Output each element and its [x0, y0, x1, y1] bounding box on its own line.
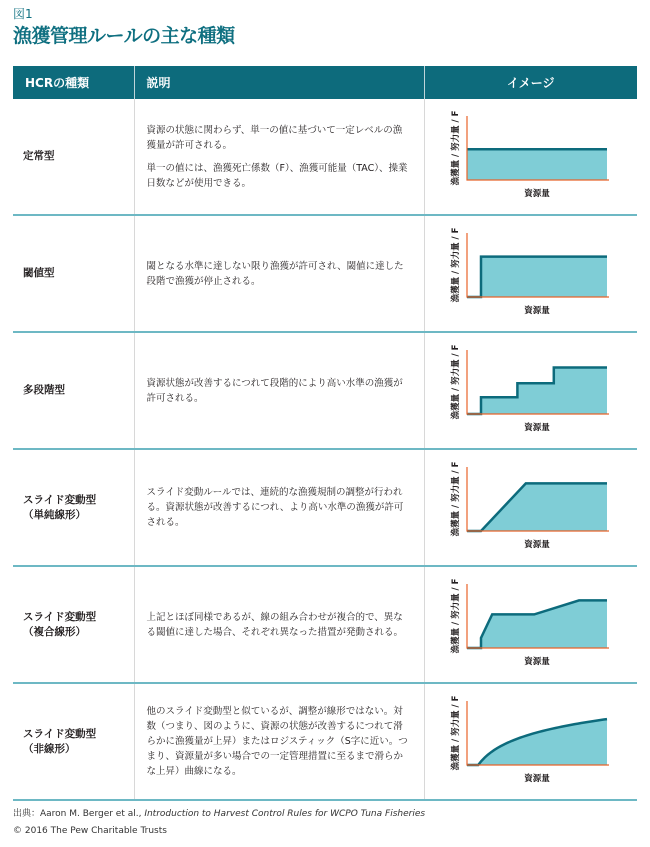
source-prefix: 出典：Aaron M. Berger et al.,	[13, 809, 145, 819]
description-cell	[134, 332, 424, 449]
x-axis-label: 資源量	[523, 306, 550, 316]
y-axis-label: 漁獲量 / 努力量 / F	[450, 344, 461, 420]
figure-label: 図1	[13, 7, 33, 21]
hcr-type-label: 定常型	[23, 150, 55, 162]
source-note	[13, 806, 425, 819]
hcr-mini-chart	[425, 685, 637, 798]
hcr-type-cell	[13, 332, 134, 449]
description-text: 資源状態が改善するにつれて段階的により高い水準の漁獲が許可される。	[146, 377, 403, 404]
x-axis-label: 資源量	[523, 540, 550, 550]
x-axis-label: 資源量	[523, 657, 550, 667]
table-row	[13, 566, 637, 683]
hcr-type-cell	[13, 449, 134, 566]
table-row	[13, 449, 637, 566]
hcr-type-cell	[13, 215, 134, 332]
table-row	[13, 332, 637, 449]
x-axis-label: 資源量	[523, 423, 550, 433]
hcr-type-cell	[13, 566, 134, 683]
hcr-type-label: スライド変動型	[23, 493, 97, 506]
hcr-mini-chart	[425, 568, 637, 681]
hcr-mini-chart	[425, 217, 637, 330]
y-axis-label: 漁獲量 / 努力量 / F	[450, 110, 461, 186]
description-text: 上記とほぼ同様であるが、線の組み合わせが複合的で、異なる閾値に達した場合、それぞれ異なった措置が発動される。	[146, 611, 404, 638]
table-row	[13, 99, 637, 215]
hcr-type-label: （単純線形）	[23, 508, 86, 521]
image-cell	[424, 683, 637, 800]
table-header-row	[13, 66, 637, 99]
hcr-mini-chart	[425, 451, 637, 564]
hcr-mini-chart	[425, 334, 637, 447]
description-text: スライド変動ルールでは、連続的な漁獲規制の調整が行われる。資源状態が改善するにつれ、より高い水準の漁獲が許可される。	[146, 487, 404, 528]
table-row	[13, 683, 637, 800]
image-cell	[424, 449, 637, 566]
description-text: 資源の状態に関わらず、単一の値に基づいて一定レベルの漁獲量が許可される。	[146, 124, 403, 151]
y-axis-label: 漁獲量 / 努力量 / F	[450, 227, 461, 303]
image-cell	[424, 332, 637, 449]
description-cell	[134, 215, 424, 332]
header-hcr-type: HCRの種類	[13, 66, 134, 99]
table-row	[13, 215, 637, 332]
header-description: 説明	[134, 66, 424, 99]
hcr-type-cell	[13, 99, 134, 215]
description-cell	[134, 449, 424, 566]
image-cell	[424, 566, 637, 683]
description-text: 他のスライド変動型と似ているが、調整が線形ではない。対数（つまり、図のように、資源の状態が改善するにつれて滑らかに漁獲量が上昇）またはロジスティック（S字に近い。つまり、資源量が多い場合での一定管理措置に至るまで滑らかな上昇）曲線になる。	[146, 706, 408, 777]
hcr-type-cell	[13, 683, 134, 800]
description-cell	[134, 99, 424, 215]
copyright: © 2016 The Pew Charitable Trusts	[13, 826, 167, 836]
hcr-type-label: （複合線形）	[23, 625, 86, 638]
figure-title: 漁獲管理ルールの主な種類	[13, 25, 235, 47]
curve-fill	[467, 368, 607, 414]
y-axis-label: 漁獲量 / 努力量 / F	[450, 578, 461, 654]
x-axis-label: 資源量	[523, 189, 550, 199]
hcr-type-label: スライド変動型	[23, 610, 97, 623]
x-axis-label: 資源量	[523, 774, 550, 784]
curve-fill	[467, 719, 607, 765]
source-title: Introduction to Harvest Control Rules for WCPO Tuna Fisheries	[144, 809, 426, 819]
hcr-type-label: （非線形）	[23, 742, 76, 755]
curve-fill	[467, 149, 607, 180]
curve-fill	[467, 257, 607, 297]
hcr-type-label: 多段階型	[23, 384, 65, 396]
hcr-type-label: 閾値型	[23, 267, 55, 279]
description-cell	[134, 683, 424, 800]
hcr-type-label: スライド変動型	[23, 727, 97, 740]
y-axis-label: 漁獲量 / 努力量 / F	[450, 461, 461, 537]
description-cell	[134, 566, 424, 683]
y-axis-label: 漁獲量 / 努力量 / F	[450, 695, 461, 771]
hcr-table	[13, 66, 637, 801]
header-image: イメージ	[424, 66, 637, 99]
image-cell	[424, 99, 637, 215]
description-text: 閾となる水準に達しない限り漁獲が許可され、閾値に達した段階で漁獲が停止される。	[146, 260, 404, 287]
description-text: 単一の値には、漁獲死亡係数（F）、漁獲可能量（TAC）、操業日数などが使用できる。	[146, 162, 408, 189]
hcr-mini-chart	[425, 100, 637, 213]
image-cell	[424, 215, 637, 332]
